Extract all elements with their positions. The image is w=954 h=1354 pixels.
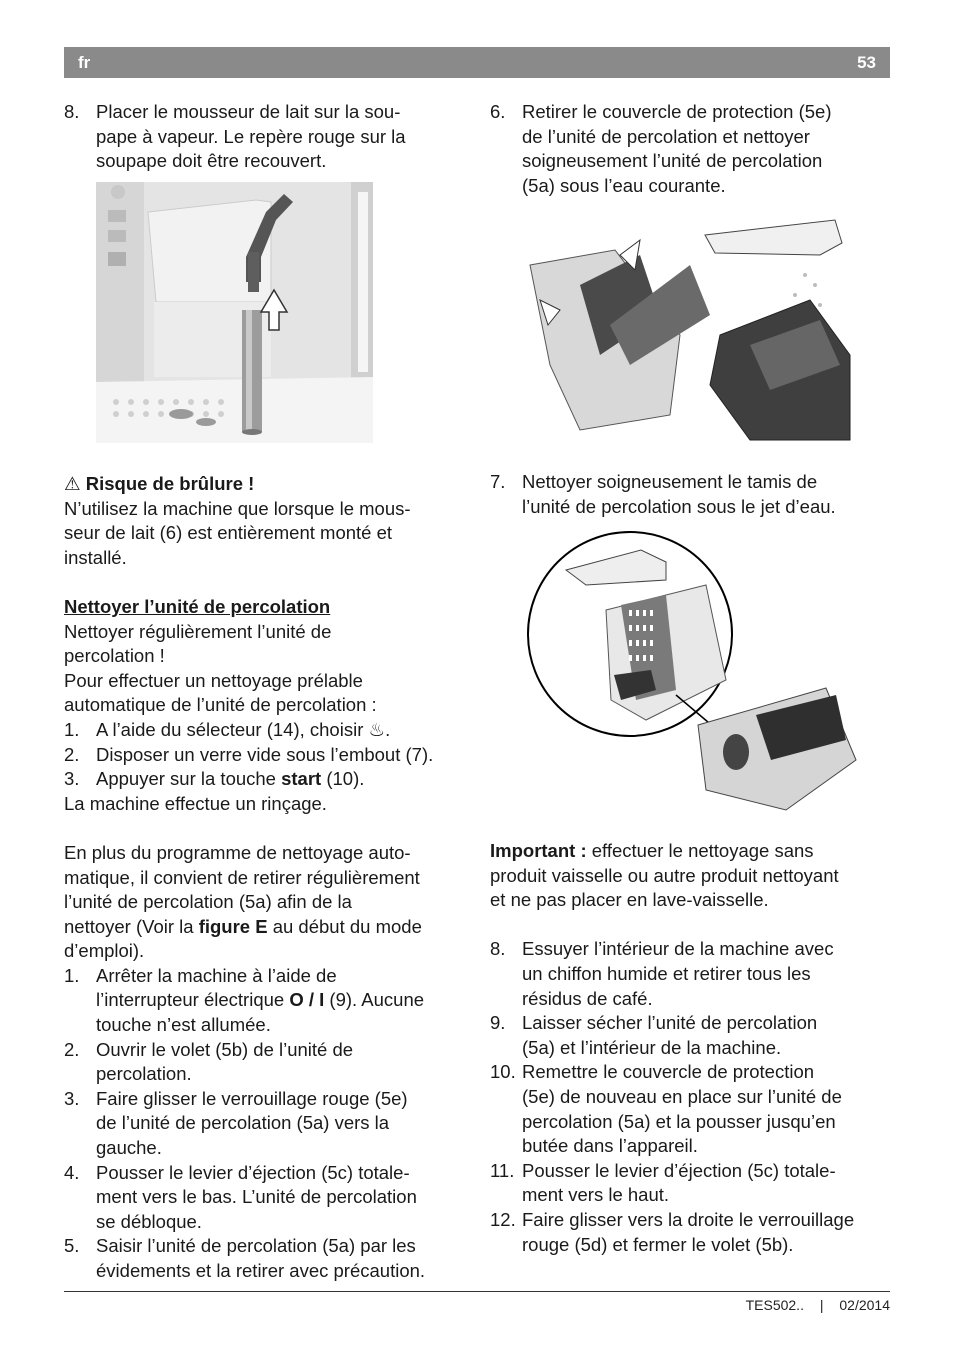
para-line: nettoyer (Voir la figure E au début du mode xyxy=(64,915,422,937)
important-line: produit vaisselle ou autre produit nettoyant xyxy=(490,864,839,886)
step-item: 10. Remettre le couvercle de protection (5e) de nouveau en place sur l’unité de percolation (5a) et la pousser jusqu’en butée dans l’appareil. xyxy=(490,1061,842,1157)
step-item: 9. Laisser sécher l’unité de percolation (5a) et l’intérieur de la machine. xyxy=(490,1012,818,1058)
important-line: et ne pas placer en lave-vaisselle. xyxy=(490,889,769,911)
footer-date: 02/2014 xyxy=(839,1297,890,1313)
step8-line: soupape doit être recouvert. xyxy=(96,150,327,172)
footer xyxy=(746,1297,890,1313)
warning-heading: ⚠ Risque de brûlure ! xyxy=(64,473,255,494)
left-body xyxy=(64,472,464,1284)
rinse-text: La machine effectue un rinçage. xyxy=(64,792,327,814)
milk-frother-illustration xyxy=(96,182,373,443)
footer-separator: | xyxy=(819,1297,824,1313)
step-item: 1. Arrêter la machine à l’aide de l’interrupteur électrique O / I (9). Aucune touche n’est allumée. xyxy=(64,964,425,1036)
warning-line: installé. xyxy=(64,546,127,568)
footer-rule xyxy=(64,1291,890,1292)
brewing-unit-sieve-illustration xyxy=(526,530,861,813)
para-line: d’emploi). xyxy=(64,940,145,962)
para-line: En plus du programme de nettoyage auto- xyxy=(64,841,411,863)
page-header-bar xyxy=(64,47,890,78)
auto-step: 2. Disposer un verre vide sous l’embout (7). xyxy=(64,743,434,765)
language-label: fr xyxy=(78,53,91,72)
step-item: 2. Ouvrir le volet (5b) de l’unité de percolation. xyxy=(64,1038,354,1085)
auto-step: 3. Appuyer sur la touche start (10). xyxy=(64,768,365,790)
step-item: 12. Faire glisser vers la droite le verrouillage rouge (5d) et fermer le volet (5b). xyxy=(490,1208,855,1255)
warning-line: N’utilisez la machine que lorsque le mous- xyxy=(64,497,411,519)
warning-triangle-icon: ⚠ xyxy=(64,473,81,494)
intro-line: percolation ! xyxy=(64,645,165,667)
important-note: Important : effectuer le nettoyage sans xyxy=(490,840,814,861)
brewing-unit-rinse-illustration xyxy=(520,215,865,448)
intro-line: automatique de l’unité de percolation : xyxy=(64,694,377,716)
right-step7: 7. Nettoyer soigneusement le tamis de l’unité de percolation sous le jet d’eau. xyxy=(490,471,836,517)
section-title: Nettoyer l’unité de percolation xyxy=(64,595,331,617)
page-number: 53 xyxy=(857,53,876,72)
para-line: matique, il convient de retirer régulièrement xyxy=(64,866,420,888)
left-step8: 8. Placer le mousseur de lait sur la sou- pape à vapeur. Le repère rouge sur la soupape doit être recouvert. xyxy=(64,100,464,174)
step8-line: Placer le mousseur de lait sur la sou- xyxy=(96,101,401,122)
right-step6: 6. Retirer le couvercle de protection (5e) de l’unité de percolation et nettoyer soigneusement l’unité de percolation (5a) sous l’eau courante. xyxy=(490,101,832,196)
step-item: 4. Pousser le levier d’éjection (5c) totale- ment vers le bas. L’unité de percolation se débloque. xyxy=(64,1161,417,1232)
intro-line: Pour effectuer un nettoyage prélable xyxy=(64,669,363,691)
para-line: l’unité de percolation (5a) afin de la xyxy=(64,891,352,913)
step-item: 5. Saisir l’unité de percolation (5a) par les évidements et la retirer avec précaution. xyxy=(64,1235,426,1281)
step-item: 3. Faire glisser le verrouillage rouge (5e) de l’unité de percolation (5a) vers la gauche. xyxy=(64,1087,408,1159)
intro-line: Nettoyer régulièrement l’unité de xyxy=(64,620,332,642)
step-item: 8. Essuyer l’intérieur de la machine avec un chiffon humide et retirer tous les résidus de café. xyxy=(490,938,834,1009)
right-body xyxy=(490,839,890,1257)
warning-line: seur de lait (6) est entièrement monté et xyxy=(64,522,393,544)
auto-step: 1. A l’aide du sélecteur (14), choisir ♨. xyxy=(64,718,391,740)
model-number: TES502.. xyxy=(745,1297,804,1313)
step-item: 11. Pousser le levier d’éjection (5c) totale- ment vers le haut. xyxy=(490,1159,836,1206)
step8-line: pape à vapeur. Le repère rouge sur la xyxy=(96,125,406,147)
